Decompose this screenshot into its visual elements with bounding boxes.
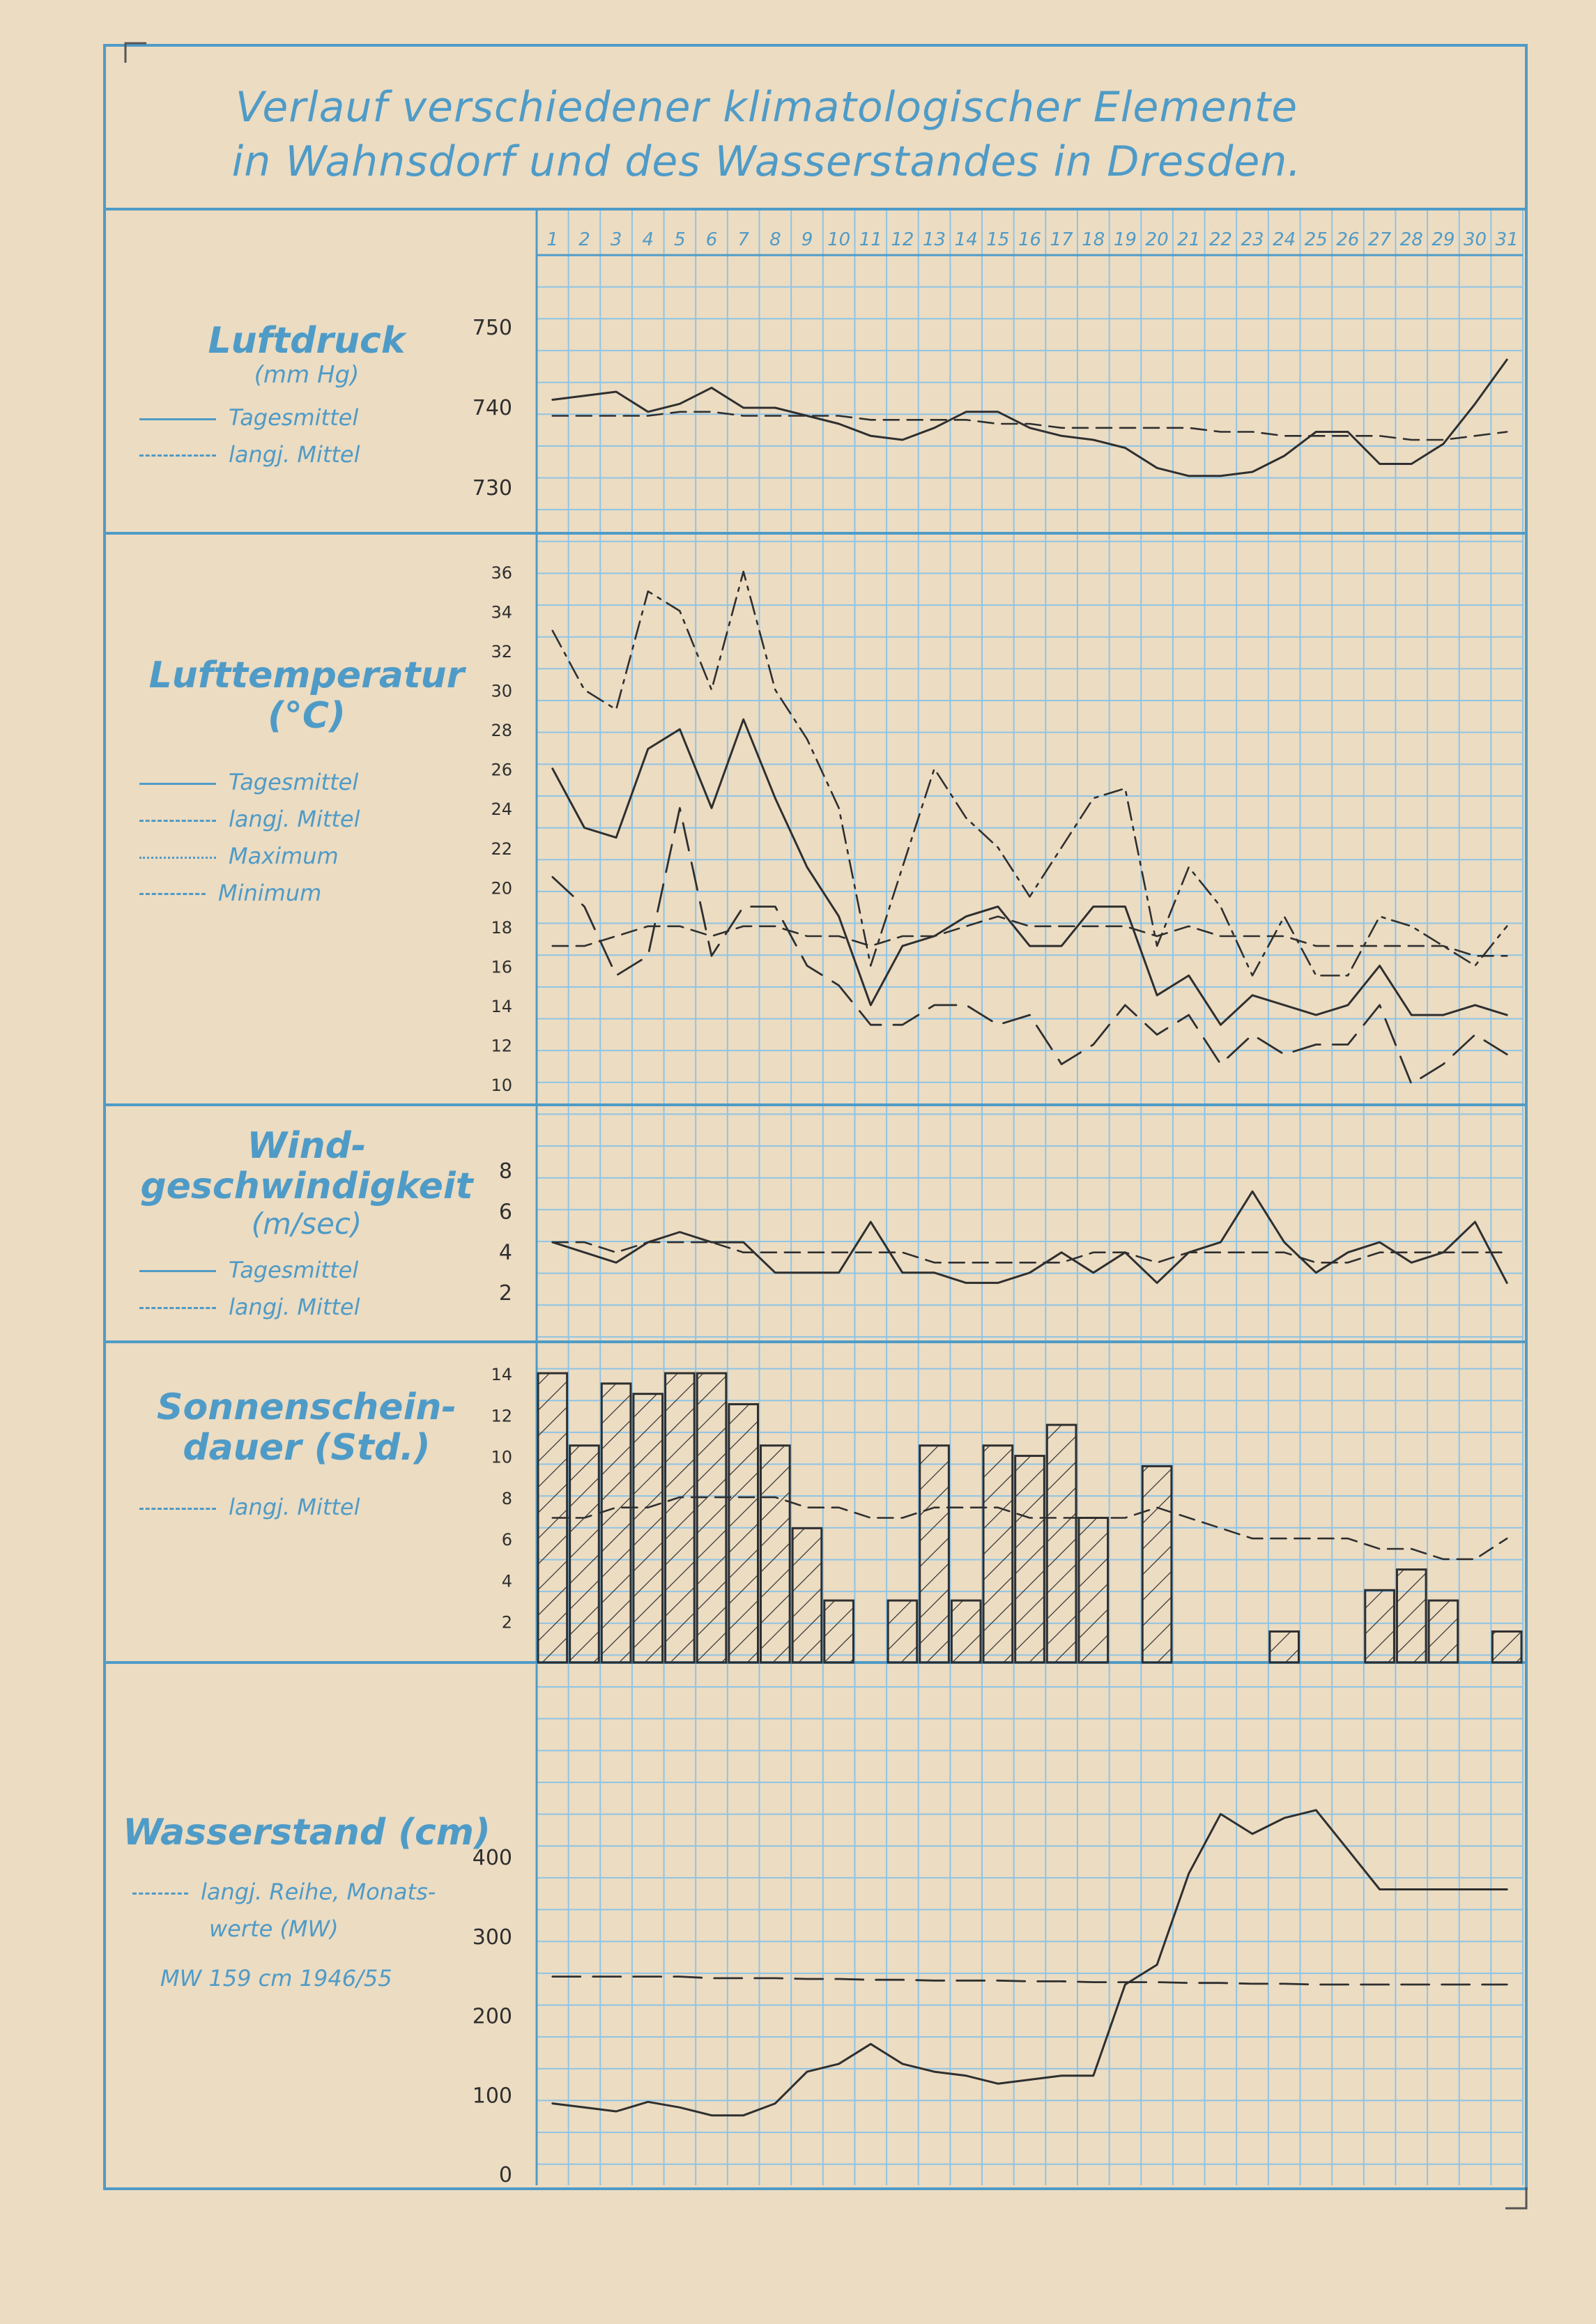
sunshine-bar	[634, 1394, 663, 1662]
day-tick-label: 21	[1177, 229, 1201, 250]
day-tick-label: 17	[1050, 229, 1073, 250]
sunshine-legend	[139, 1489, 502, 1526]
day-tick-label: 27	[1368, 229, 1392, 250]
wind-y-tick-label: 2	[498, 1281, 512, 1306]
temperature-label	[112, 655, 502, 912]
legend-text: Minimum	[218, 879, 322, 906]
wind-label	[112, 1126, 502, 1325]
sunshine-y-tick-label: 12	[491, 1406, 512, 1426]
legend-swatch-dashed	[139, 1307, 216, 1309]
pressure-y-tick-label: 750	[472, 316, 512, 340]
temperature-y-tick-label: 20	[491, 878, 512, 899]
day-tick-label: 14	[954, 229, 978, 250]
temperature-y-tick-label: 14	[491, 996, 512, 1016]
chart-title	[105, 80, 1429, 189]
day-tick-label: 4	[642, 229, 654, 250]
sunshine-bar	[1492, 1632, 1521, 1662]
day-tick-label: 22	[1208, 229, 1232, 250]
pressure-y-tick-label: 730	[472, 476, 512, 500]
sunshine-label	[112, 1387, 502, 1526]
wind-title-1: Wind-	[247, 1125, 367, 1167]
sunshine-bar	[983, 1446, 1013, 1662]
day-tick-label: 9	[801, 229, 813, 250]
sunshine-bar	[1079, 1518, 1108, 1663]
legend-item	[139, 436, 502, 473]
day-tick-label: 8	[769, 229, 781, 250]
legend-text: langj. Mittel	[229, 1494, 360, 1521]
legend-item	[132, 1874, 502, 1911]
legend-text: Tagesmittel	[229, 769, 359, 796]
temperature-y-tick-label: 26	[491, 760, 512, 780]
legend-swatch-solid	[139, 1270, 216, 1272]
legend-swatch-solid	[139, 783, 216, 785]
temperature-y-tick-label: 32	[491, 642, 512, 662]
day-tick-label: 10	[827, 229, 851, 250]
legend-text: langj. Mittel	[229, 806, 360, 833]
temperature-y-tick-label: 30	[491, 681, 512, 701]
day-tick-label: 12	[891, 229, 914, 250]
temperature-y-tick-label: 18	[491, 917, 512, 938]
legend-text: langj. Reihe, Monats-	[201, 1879, 436, 1906]
legend-swatch-dashed	[139, 454, 216, 457]
sunshine-bar	[1142, 1466, 1172, 1662]
sunshine-bar	[824, 1600, 854, 1662]
sunshine-y-tick-label: 2	[501, 1612, 512, 1633]
pressure-title: Luftdruck	[208, 320, 406, 362]
legend-text: werte (MW)	[209, 1916, 339, 1943]
grid-paper	[537, 209, 1523, 2185]
day-tick-label: 31	[1495, 229, 1519, 250]
day-tick-label: 13	[923, 229, 946, 250]
temperature-y-tick-label: 16	[491, 957, 512, 977]
legend-item	[139, 764, 502, 801]
temperature-title: Lufttemperatur	[148, 655, 465, 696]
sunshine-bar	[888, 1600, 917, 1662]
temperature-y-tick-label: 10	[491, 1076, 512, 1095]
wind-y-tick-label: 6	[498, 1200, 512, 1225]
corner-mark	[1505, 2187, 1526, 2208]
water-y-tick-label: 200	[472, 2004, 512, 2029]
chart-marks	[538, 360, 1521, 2116]
legend-swatch-dashed	[139, 820, 216, 822]
day-tick-label: 20	[1145, 229, 1169, 250]
temperature-legend	[139, 764, 502, 911]
sunshine-bar	[666, 1373, 695, 1662]
day-tick-label: 28	[1399, 229, 1423, 250]
legend-item	[132, 1911, 502, 1948]
legend-item	[139, 399, 502, 436]
temperature-y-tick-label: 34	[491, 602, 512, 622]
water-legend	[132, 1874, 502, 1995]
temperature-unit: (°C)	[268, 695, 346, 737]
sunshine-bar	[761, 1446, 790, 1662]
water-mw-note: MW 159 cm 1946/55	[160, 1964, 392, 1992]
legend-item	[139, 1289, 502, 1326]
day-tick-label: 16	[1018, 229, 1042, 250]
legend-item	[139, 838, 502, 875]
temperature-y-tick-label: 12	[491, 1036, 512, 1056]
day-tick-label: 19	[1113, 229, 1137, 250]
day-tick-label: 1	[546, 229, 559, 250]
day-tick-label: 30	[1463, 229, 1487, 250]
temperature-y-tick-label: 22	[491, 839, 512, 859]
sunshine-bar	[920, 1446, 949, 1662]
tick-labels	[473, 229, 1519, 2187]
day-tick-label: 7	[737, 229, 749, 250]
day-tick-label: 26	[1336, 229, 1360, 250]
sunshine-y-tick-label: 8	[501, 1488, 512, 1508]
legend-swatch-solid	[139, 418, 216, 420]
day-tick-label: 6	[705, 229, 718, 250]
sunshine-bar	[1429, 1600, 1458, 1662]
sunshine-bar	[570, 1446, 599, 1662]
day-tick-label: 11	[859, 229, 882, 250]
sunshine-bar	[1015, 1456, 1045, 1662]
legend-text: Tagesmittel	[229, 404, 359, 431]
legend-swatch-dashdot	[139, 857, 216, 859]
legend-item	[139, 1489, 502, 1526]
sunshine-bar	[1397, 1570, 1426, 1662]
title-line-2: in Wahnsdorf und des Wasserstandes in Dresden.	[231, 137, 1302, 186]
wind-title-2: geschwindigkeit	[140, 1165, 473, 1208]
sunshine-bar	[951, 1600, 981, 1662]
water-label	[112, 1812, 502, 1995]
day-tick-label: 24	[1273, 229, 1296, 250]
pressure-unit: (mm Hg)	[254, 361, 360, 390]
water-y-tick-label: 100	[472, 2084, 512, 2109]
temperature-y-tick-label: 24	[491, 800, 512, 820]
temperature-y-tick-label: 28	[491, 721, 512, 741]
day-tick-label: 18	[1082, 229, 1105, 250]
sunshine-bar	[1270, 1632, 1299, 1662]
wind-legend	[139, 1252, 502, 1326]
title-line-1: Verlauf verschiedener klimatologischer Elemente	[235, 83, 1298, 132]
sunshine-bar	[729, 1404, 758, 1662]
pressure-label	[112, 321, 502, 473]
wind-unit: (m/sec)	[251, 1207, 362, 1241]
sunshine-bar	[697, 1373, 726, 1662]
water-title: Wasserstand (cm)	[123, 1812, 491, 1853]
day-tick-label: 5	[674, 229, 686, 250]
day-tick-label: 29	[1432, 229, 1455, 250]
day-tick-label: 3	[610, 229, 622, 250]
legend-item	[139, 1252, 502, 1289]
wind-y-tick-label: 8	[498, 1159, 512, 1184]
legend-swatch-dashed	[139, 1508, 216, 1510]
sunshine-y-tick-label: 10	[491, 1447, 512, 1467]
wind-y-tick-label: 4	[498, 1240, 512, 1265]
sunshine-y-tick-label: 6	[501, 1530, 512, 1550]
legend-text: Maximum	[229, 843, 339, 870]
water-y-tick-label: 400	[472, 1846, 512, 1870]
legend-swatch-dashed	[132, 1893, 188, 1895]
legend-text: langj. Mittel	[229, 441, 360, 468]
day-tick-label: 15	[986, 229, 1010, 250]
legend-item	[139, 875, 502, 912]
pressure-legend	[139, 399, 502, 473]
sunshine-bar	[1047, 1425, 1076, 1662]
legend-swatch-longdash	[139, 893, 206, 895]
sunshine-y-tick-label: 4	[501, 1571, 512, 1591]
legend-text: Tagesmittel	[229, 1256, 359, 1283]
sunshine-bar	[601, 1384, 631, 1662]
sunshine-title-1: Sonnenschein-	[157, 1386, 456, 1428]
sunshine-title-2: dauer (Std.)	[183, 1427, 431, 1469]
legend-item	[139, 801, 502, 838]
sunshine-bar	[1365, 1590, 1395, 1662]
water-y-tick-label: 0	[498, 2163, 512, 2187]
sunshine-y-tick-label: 14	[491, 1365, 512, 1384]
day-tick-label: 23	[1241, 229, 1264, 250]
water-y-tick-label: 300	[472, 1925, 512, 1950]
day-tick-label: 2	[578, 229, 590, 250]
pressure-y-tick-label: 740	[472, 396, 512, 420]
day-tick-label: 25	[1304, 229, 1328, 250]
sunshine-bar	[792, 1528, 822, 1662]
temperature-y-tick-label: 36	[491, 563, 512, 583]
legend-text: langj. Mittel	[229, 1293, 360, 1320]
